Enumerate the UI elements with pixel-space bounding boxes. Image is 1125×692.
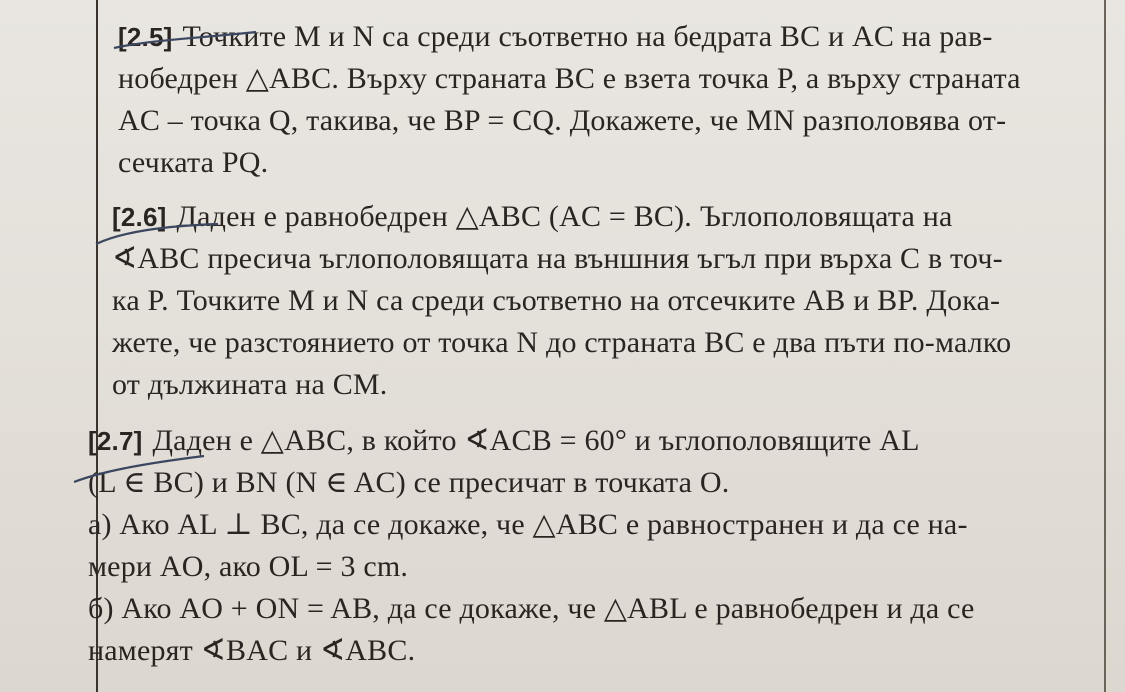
problem-number: [2.5] — [118, 22, 173, 52]
problem-2-6 — [112, 196, 1011, 406]
problem-text: мери AO, ако OL = 3 cm. — [88, 550, 409, 583]
problem-text: Даден е △ABC, в който ∢ACB = 60° и ъглополовящите AL — [152, 424, 920, 457]
right-border-line — [1104, 0, 1106, 692]
problem-line — [88, 420, 974, 462]
problem-text: от дължината на CM. — [112, 368, 388, 401]
problem-text: ∢ABC пресича ъглополовящата на външния ъгъл при върха C в точ- — [112, 242, 1003, 275]
problem-text: (L ∈ BC) и BN (N ∈ AC) се пресичат в точката O. — [88, 466, 730, 499]
problem-number: [2.7] — [88, 426, 143, 456]
problem-text: б) Ако AO + ON = AB, да се докаже, че △ABL е равнобедрен и да се — [88, 592, 975, 625]
problem-line — [112, 196, 1011, 238]
problem-text: AC – точка Q, такива, че BP = CQ. Докажете, че MN разполовява от- — [118, 104, 1007, 137]
problem-2-7 — [88, 420, 974, 672]
problem-text: жете, че разстоянието от точка N до страната BC е два пъти по-малко — [112, 326, 1012, 359]
problem-text: сечката PQ. — [118, 146, 269, 179]
problem-text: Даден е равнобедрен △ABC (AC = BC). Ъглополовящата на — [176, 200, 953, 233]
problem-text: ка P. Точките M и N са среди съответно на отсечките AB и BP. Дока- — [112, 284, 1001, 317]
problem-line — [118, 16, 1021, 58]
problem-text: намерят ∢BAC и ∢ABC. — [88, 634, 416, 667]
problem-2-5 — [118, 16, 1021, 184]
problem-text: нобедрен △ABC. Върху страната BC е взета точка P, а върху страната — [118, 62, 1021, 95]
problem-number: [2.6] — [112, 202, 167, 232]
problem-text: Точките M и N са среди съответно на бедрата BC и AC на рав- — [182, 20, 993, 53]
problem-text: а) Ако AL ⊥ BC, да се докаже, че △ABC е равностранен и да се на- — [88, 508, 968, 541]
